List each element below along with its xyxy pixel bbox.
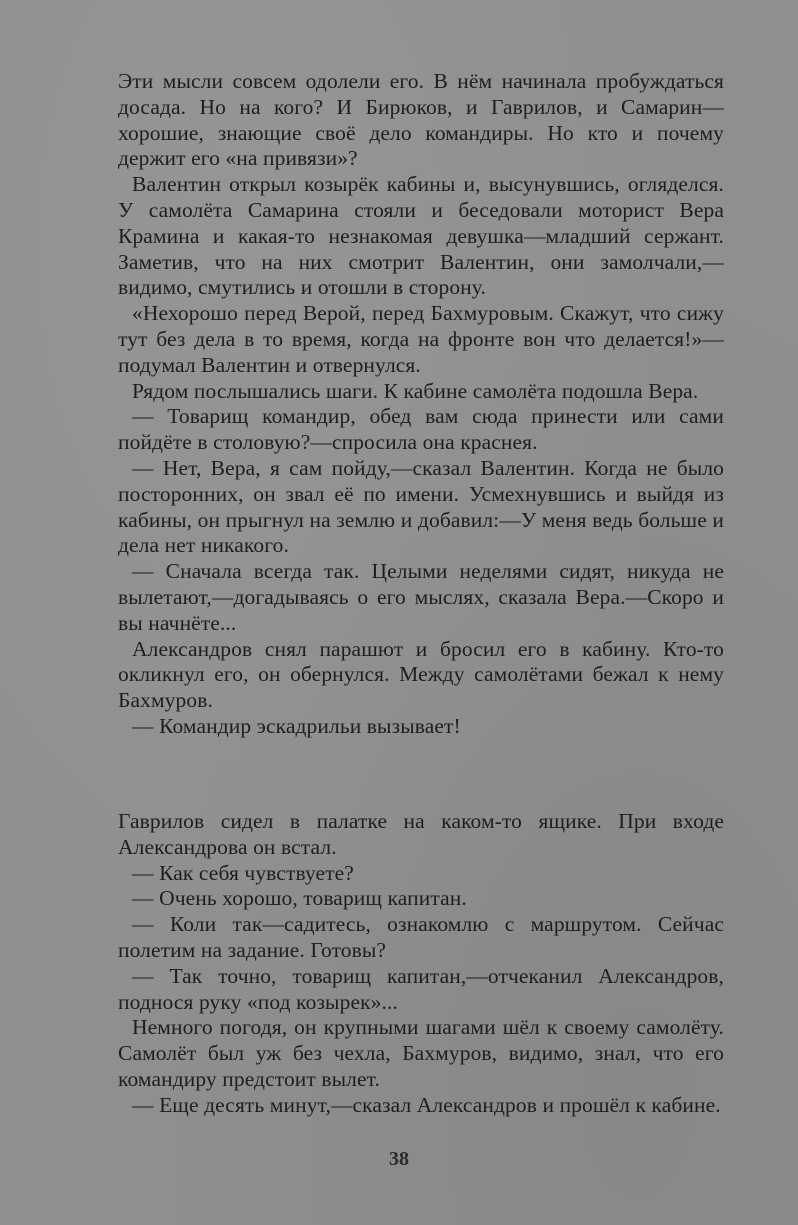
text-block-2 <box>118 809 724 1119</box>
dialogue-paragraph: — Очень хорошо, товарищ капитан. <box>132 886 467 911</box>
dialogue-paragraph: — Командир эскадрильи вызывает! <box>132 713 461 738</box>
paragraph: Валентин открыл козырёк кабины и, высунувшись, огляделся. У самолёта Самарина стояли и беседовали моторист Вера Крамина и какая-то незнакомая девушка—младший сержант. Заметив, что на них смотрит Валентин, они замолчали,—видимо, смутились и отошли в сторону. <box>118 172 724 300</box>
paragraph: Гаврилов сидел в палатке на каком-то ящике. При входе Александрова он встал. <box>118 809 724 859</box>
dialogue-paragraph: — Товарищ командир, обед вам сюда принести или сами пойдёте в столовую?—спросила она краснея. <box>118 404 724 455</box>
dialogue-paragraph: — Как себя чувствуете? <box>132 860 354 885</box>
dialogue-paragraph: — Сначала всегда так. Целыми неделями сидят, никуда не вылетают,—догадываясь о его мыслях, сказала Вера.—Скоро и вы начнёте... <box>118 559 724 635</box>
dialogue-paragraph: — Еще десять минут,—сказал Александров и прошёл к кабине. <box>132 1092 721 1117</box>
page-number: 38 <box>389 1148 409 1170</box>
text-block-1 <box>118 69 724 740</box>
dialogue-paragraph: — Нет, Вера, я сам пойду,—сказал Валентин. Когда не было посторонних, он звал её по имени. Усмехнувшись и выйдя из кабины, он прыгнул на землю и добавил:—У меня ведь больше и дела нет никакого. <box>118 455 724 558</box>
paragraph: Александров снял парашют и бросил его в кабину. Кто-то окликнул его, он обернулся. Между самолётами бежал к нему Бахмуров. <box>118 636 724 713</box>
dialogue-paragraph: — Так точно, товарищ капитан,—отчеканил Александров, поднося руку «под козырек»... <box>118 963 724 1014</box>
paragraph: Рядом послышались шаги. К кабине самолёта подошла Вера. <box>132 378 699 403</box>
paragraph: «Нехорошо перед Верой, перед Бахмуровым. Скажут, что сижу тут без дела в то время, когда на фронте вон что делается!»—подумал Валентин и отвернулся. <box>118 301 724 377</box>
paragraph: Эти мысли совсем одолели его. В нём начинала пробуждаться досада. Но на кого? И Бирюков, и Гаврилов, и Самарин—хорошие, знающие своё дело командиры. Но кто и почему держит его «на привязи»? <box>118 69 724 171</box>
dialogue-paragraph: — Коли так—садитесь, ознакомлю с маршрутом. Сейчас полетим на задание. Готовы? <box>118 912 724 962</box>
paragraph: Немного погодя, он крупными шагами шёл к своему самолёту. Самолёт был уж без чехла, Бахмуров, видимо, знал, что его командиру предстоит вылет. <box>118 1015 724 1091</box>
